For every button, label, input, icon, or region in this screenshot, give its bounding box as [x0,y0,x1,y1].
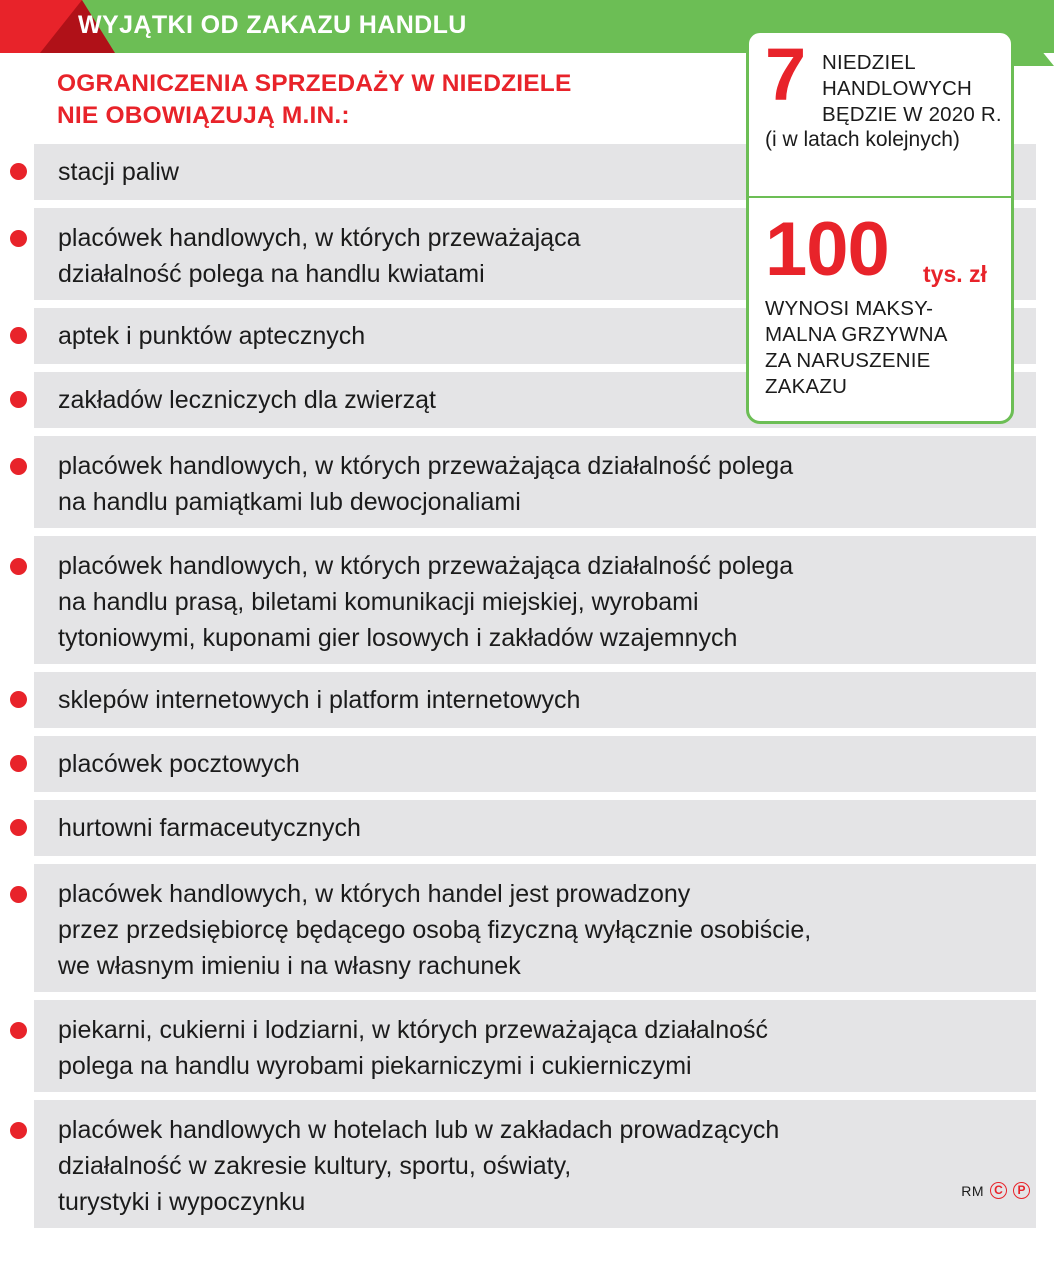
bullet-icon [10,1122,27,1139]
list-item-line: placówek handlowych, w których przeważająca działalność polega [58,552,794,580]
list-item [0,436,1054,528]
list-item-line: hurtowni farmaceutycznych [58,814,361,842]
list-item-text [58,436,1054,520]
list-item-line: przez przedsiębiorcę będącego osobą fizyczną wyłącznie osobiście, [58,916,812,944]
list-item-line: piekarni, cukierni i lodziarni, w których przeważająca działalność [58,1016,769,1044]
bullet-icon [10,558,27,575]
list-item-text [58,736,1054,782]
list-item-line: placówek handlowych, w których przeważająca działalność polega [58,452,794,480]
bullet-icon [10,230,27,247]
subtitle-line-2: NIE OBOWIĄZUJĄ M.IN.: [57,102,350,129]
bullet-icon [10,1022,27,1039]
list-item-line: polega na handlu wyrobami piekarniczymi i cukierniczymi [58,1052,692,1080]
list-item-line: tytoniowymi, kuponami gier losowych i zakładów wzajemnych [58,624,738,652]
list-item-text [58,1100,1054,1220]
list-item-line: zakładów leczniczych dla zwierząt [58,386,436,414]
stat-label-line: ZA NARUSZENIE [765,349,931,372]
list-item-text [58,536,1054,656]
list-item [0,736,1054,792]
subtitle [57,68,737,132]
stat-fine-number: 100 [765,207,889,292]
stat-sundays-note: (i w latach kolejnych) [765,128,960,151]
credits [961,1182,1030,1199]
list-item [0,1100,1054,1228]
bullet-icon [10,755,27,772]
stat-label-line: WYNOSI MAKSY- [765,297,934,320]
bullet-icon [10,327,27,344]
stat-label-line: ZAKAZU [765,375,848,398]
stat-sundays-number: 7 [765,33,807,116]
list-item-line: placówek handlowych w hotelach lub w zakładach prowadzących [58,1116,780,1144]
stat-label-line: BĘDZIE W 2020 R. [822,103,1002,126]
bullet-icon [10,819,27,836]
list-item-line: placówek handlowych, w których przeważająca [58,224,581,252]
list-item [0,800,1054,856]
list-item-text [58,800,1054,846]
list-item-text [58,864,1054,984]
stat-label-line: NIEDZIEL [822,51,916,74]
list-item-line: we własnym imieniu i na własny rachunek [58,952,521,980]
copyright-icon: C [990,1182,1007,1199]
list-item-line: placówek handlowych, w których handel jest prowadzony [58,880,691,908]
bullet-icon [10,691,27,708]
subtitle-line-1: OGRANICZENIA SPRZEDAŻY W NIEDZIELE [57,70,572,97]
list-item-line: na handlu prasą, biletami komunikacji miejskiej, wyrobami [58,588,699,616]
list-item [0,536,1054,664]
stat-label-line: MALNA GRZYWNA [765,323,948,346]
list-item-line: turystyki i wypoczynku [58,1188,306,1216]
info-box-divider [746,196,1014,198]
bullet-icon [10,163,27,180]
list-item-line: placówek pocztowych [58,750,300,778]
list-item [0,1000,1054,1092]
bullet-icon [10,458,27,475]
list-item-line: aptek i punktów aptecznych [58,322,366,350]
stat-label-line: HANDLOWYCH [822,77,973,100]
stat-sundays-label [822,50,1002,128]
list-item-line: działalność w zakresie kultury, sportu, oświaty, [58,1152,572,1180]
stat-fine-label [765,296,948,400]
list-item-line: sklepów internetowych i platform internetowych [58,686,581,714]
list-item-text [58,1000,1054,1084]
phonogram-icon: P [1013,1182,1030,1199]
author-initials: RM [961,1182,984,1199]
list-item [0,864,1054,992]
bullet-icon [10,391,27,408]
bullet-icon [10,886,27,903]
list-item-line: działalność polega na handlu kwiatami [58,260,485,288]
list-item-text [58,672,1054,718]
list-item-line: na handlu pamiątkami lub dewocjonaliami [58,488,521,516]
list-item [0,672,1054,728]
stat-fine-unit: tys. zł [923,261,987,287]
page-title: WYJĄTKI OD ZAKAZU HANDLU [78,11,467,39]
list-item-line: stacji paliw [58,158,179,186]
